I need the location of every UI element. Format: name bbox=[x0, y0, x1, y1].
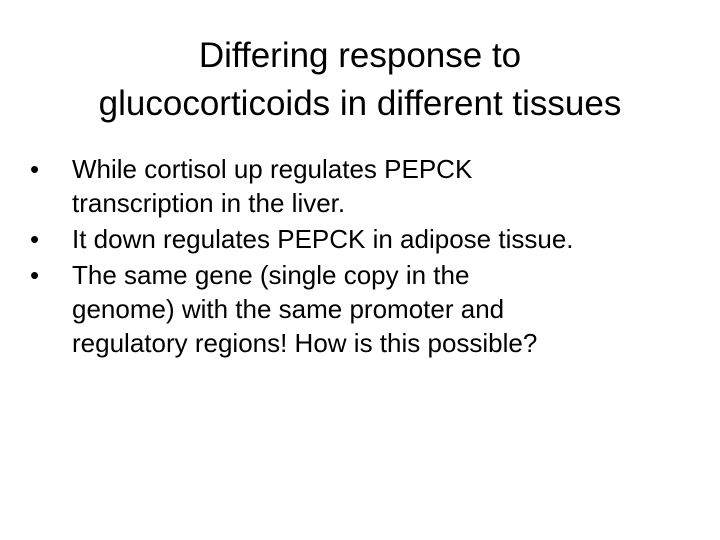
slide-title-line: glucocorticoids in different tissues bbox=[98, 84, 622, 123]
bullet-item bbox=[30, 152, 700, 220]
bullet-text-line: The same gene (single copy in the bbox=[72, 260, 470, 290]
bullet-text-line: genome) with the same promoter and bbox=[72, 294, 505, 324]
slide-title bbox=[36, 32, 684, 128]
slide-title-line: Differing response to bbox=[198, 36, 522, 75]
bullet-text-line: It down regulates PEPCK in adipose tissue. bbox=[72, 224, 574, 254]
bullet-text-line: While cortisol up regulates PEPCK bbox=[72, 154, 473, 184]
bullet-item bbox=[30, 222, 700, 256]
bullet-text-line: transcription in the liver. bbox=[72, 188, 346, 218]
bullet-text-line: regulatory regions! How is this possible? bbox=[72, 328, 538, 358]
bullet-marker: • bbox=[30, 260, 40, 290]
bullet-marker: • bbox=[30, 224, 40, 254]
bullet-list bbox=[30, 152, 700, 362]
bullet-marker: • bbox=[30, 154, 40, 184]
bullet-item bbox=[30, 258, 700, 360]
